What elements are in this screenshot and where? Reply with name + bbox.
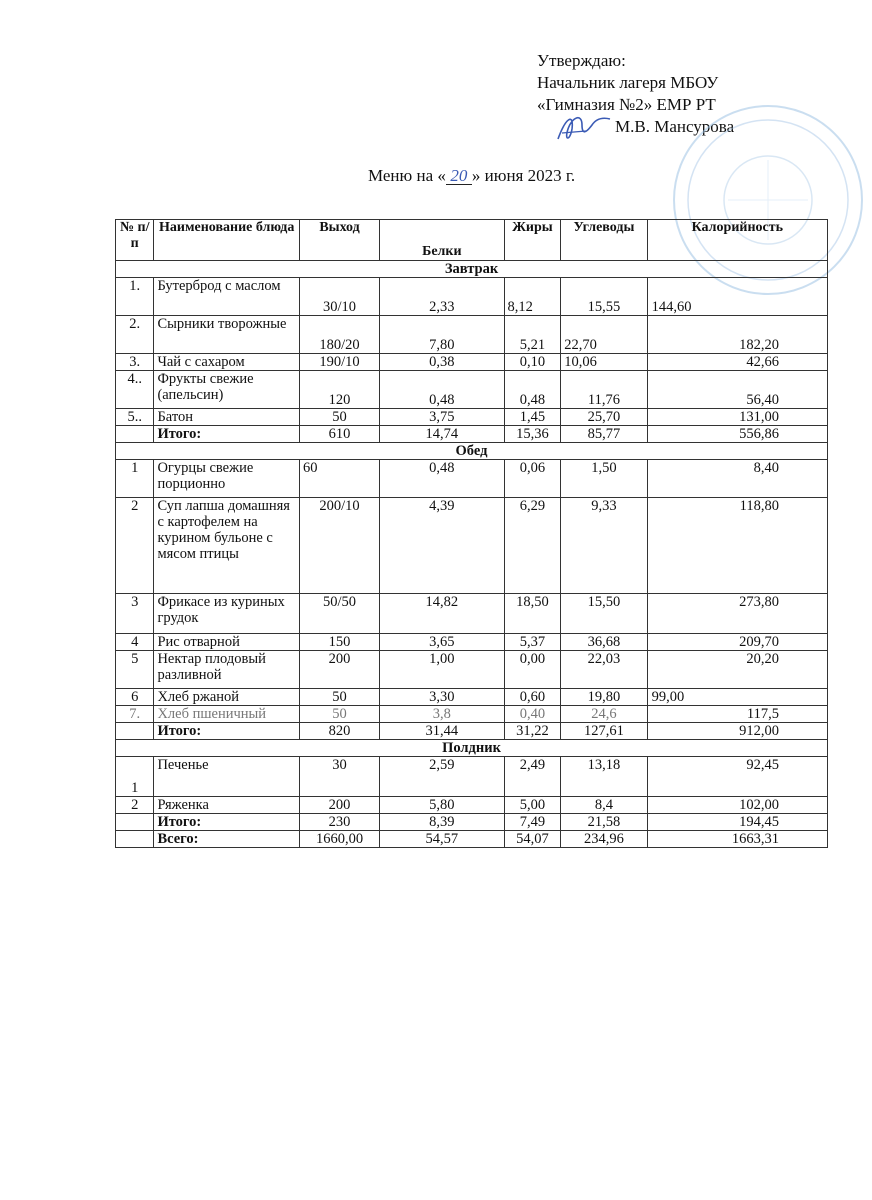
cell-fats: 2,49	[504, 757, 561, 797]
section-title: Обед	[116, 443, 828, 460]
header-proteins: Белки	[380, 220, 504, 261]
header-name: Наименование блюда	[154, 220, 300, 261]
cell-proteins: 3,8	[380, 706, 504, 723]
cell-output: 180/20	[299, 316, 379, 354]
approval-signer-name: М.В. Мансурова	[615, 117, 735, 136]
cell-calories: 912,00	[647, 723, 827, 740]
cell-fats: 1,45	[504, 409, 561, 426]
cell-num-empty	[116, 723, 154, 740]
table-row	[116, 278, 828, 316]
cell-calories: 20,20	[647, 651, 827, 689]
cell-fats: 7,49	[504, 814, 561, 831]
cell-num: 1	[116, 757, 154, 797]
cell-carbs: 24,6	[561, 706, 647, 723]
cell-name: Фрикасе из куриных грудок	[154, 594, 300, 634]
signature-icon	[552, 107, 612, 147]
cell-name: Рис отварной	[154, 634, 300, 651]
cell-grand-total-label: Всего:	[154, 831, 300, 848]
table-row	[116, 757, 828, 797]
cell-num-empty	[116, 814, 154, 831]
section-breakfast	[116, 261, 828, 278]
cell-output: 30	[299, 757, 379, 797]
cell-carbs: 15,55	[561, 278, 647, 316]
cell-calories: 273,80	[647, 594, 827, 634]
cell-proteins: 5,80	[380, 797, 504, 814]
cell-fats: 15,36	[504, 426, 561, 443]
cell-proteins: 1,00	[380, 651, 504, 689]
cell-output: 610	[299, 426, 379, 443]
table-row	[116, 498, 828, 594]
cell-carbs: 234,96	[561, 831, 647, 848]
cell-num: 3	[116, 594, 154, 634]
cell-fats: 31,22	[504, 723, 561, 740]
cell-fats: 0,06	[504, 460, 561, 498]
table-row	[116, 316, 828, 354]
header-carbs: Углеводы	[561, 220, 647, 261]
cell-proteins: 3,30	[380, 689, 504, 706]
grand-total-row	[116, 831, 828, 848]
cell-carbs: 8,4	[561, 797, 647, 814]
cell-proteins: 0,38	[380, 354, 504, 371]
cell-calories: 118,80	[647, 498, 827, 594]
cell-proteins: 54,57	[380, 831, 504, 848]
cell-output: 30/10	[299, 278, 379, 316]
table-row	[116, 797, 828, 814]
cell-proteins: 31,44	[380, 723, 504, 740]
cell-output: 120	[299, 371, 379, 409]
cell-output: 200/10	[299, 498, 379, 594]
header-output: Выход	[299, 220, 379, 261]
approval-heading: Утверждаю:	[537, 51, 626, 70]
cell-proteins: 7,80	[380, 316, 504, 354]
cell-fats: 0,60	[504, 689, 561, 706]
section-lunch	[116, 443, 828, 460]
cell-carbs: 22,70	[561, 316, 647, 354]
cell-name: Батон	[154, 409, 300, 426]
cell-fats: 0,48	[504, 371, 561, 409]
table-row	[116, 371, 828, 409]
cell-fats: 0,00	[504, 651, 561, 689]
section-title: Полдник	[116, 740, 828, 757]
cell-proteins: 2,59	[380, 757, 504, 797]
cell-name: Печенье	[154, 757, 300, 797]
cell-carbs: 9,33	[561, 498, 647, 594]
cell-calories: 182,20	[647, 316, 827, 354]
cell-proteins: 0,48	[380, 460, 504, 498]
cell-num: 1.	[116, 278, 154, 316]
cell-num: 2	[116, 797, 154, 814]
cell-proteins: 8,39	[380, 814, 504, 831]
cell-fats: 5,37	[504, 634, 561, 651]
cell-fats: 0,10	[504, 354, 561, 371]
menu-title-prefix: Меню на «	[368, 166, 446, 185]
cell-output: 200	[299, 797, 379, 814]
cell-proteins: 3,65	[380, 634, 504, 651]
cell-name: Хлеб пшеничный	[154, 706, 300, 723]
cell-total-label: Итого:	[154, 814, 300, 831]
cell-proteins: 3,75	[380, 409, 504, 426]
cell-calories: 56,40	[647, 371, 827, 409]
cell-carbs: 10,06	[561, 354, 647, 371]
cell-num: 2.	[116, 316, 154, 354]
cell-name: Чай с сахаром	[154, 354, 300, 371]
cell-num: 6	[116, 689, 154, 706]
total-row	[116, 814, 828, 831]
cell-calories: 194,45	[647, 814, 827, 831]
table-row	[116, 354, 828, 371]
cell-carbs: 1,50	[561, 460, 647, 498]
cell-num: 3.	[116, 354, 154, 371]
header-calories: Калорийность	[647, 220, 827, 261]
cell-name: Сырники творожные	[154, 316, 300, 354]
cell-output: 50/50	[299, 594, 379, 634]
cell-output: 60	[299, 460, 379, 498]
cell-output: 1660,00	[299, 831, 379, 848]
cell-total-label: Итого:	[154, 723, 300, 740]
menu-title-day: 20	[446, 168, 472, 185]
menu-table	[115, 219, 828, 848]
cell-name: Хлеб ржаной	[154, 689, 300, 706]
cell-calories: 8,40	[647, 460, 827, 498]
cell-carbs: 15,50	[561, 594, 647, 634]
cell-fats: 6,29	[504, 498, 561, 594]
table-row	[116, 689, 828, 706]
cell-calories: 92,45	[647, 757, 827, 797]
cell-name: Ряженка	[154, 797, 300, 814]
approval-organization: «Гимназия №2» ЕМР РТ	[537, 95, 716, 114]
cell-proteins: 4,39	[380, 498, 504, 594]
cell-output: 50	[299, 706, 379, 723]
cell-calories: 1663,31	[647, 831, 827, 848]
cell-output: 50	[299, 689, 379, 706]
cell-num: 4..	[116, 371, 154, 409]
cell-num-empty	[116, 426, 154, 443]
cell-output: 820	[299, 723, 379, 740]
cell-name: Огурцы свежие порционно	[154, 460, 300, 498]
cell-num: 5	[116, 651, 154, 689]
cell-output: 230	[299, 814, 379, 831]
table-row	[116, 706, 828, 723]
cell-calories: 99,00	[647, 689, 827, 706]
cell-output: 200	[299, 651, 379, 689]
total-row	[116, 723, 828, 740]
cell-name: Бутерброд с маслом	[154, 278, 300, 316]
cell-output: 50	[299, 409, 379, 426]
cell-carbs: 36,68	[561, 634, 647, 651]
approval-position: Начальник лагеря МБОУ	[537, 73, 719, 92]
table-row	[116, 634, 828, 651]
cell-fats: 5,21	[504, 316, 561, 354]
cell-carbs: 22,03	[561, 651, 647, 689]
header-num: № п/п	[116, 220, 154, 261]
cell-fats: 8,12	[504, 278, 561, 316]
cell-carbs: 85,77	[561, 426, 647, 443]
section-snack	[116, 740, 828, 757]
menu-title-suffix: » июня 2023 г.	[471, 166, 576, 185]
menu-title	[368, 166, 575, 186]
cell-num: 1	[116, 460, 154, 498]
cell-num-empty	[116, 831, 154, 848]
cell-name: Нектар плодовый разливной	[154, 651, 300, 689]
cell-proteins: 0,48	[380, 371, 504, 409]
cell-carbs: 11,76	[561, 371, 647, 409]
cell-num: 5..	[116, 409, 154, 426]
cell-num: 4	[116, 634, 154, 651]
cell-proteins: 14,74	[380, 426, 504, 443]
cell-proteins: 2,33	[380, 278, 504, 316]
cell-name: Суп лапша домашняя с картофелем на курином бульоне с мясом птицы	[154, 498, 300, 594]
table-row	[116, 594, 828, 634]
table-header-row	[116, 220, 828, 261]
cell-output: 190/10	[299, 354, 379, 371]
cell-calories: 556,86	[647, 426, 827, 443]
cell-carbs: 13,18	[561, 757, 647, 797]
cell-num: 2	[116, 498, 154, 594]
cell-fats: 18,50	[504, 594, 561, 634]
table-row	[116, 460, 828, 498]
cell-calories: 144,60	[647, 278, 827, 316]
cell-fats: 54,07	[504, 831, 561, 848]
cell-proteins: 14,82	[380, 594, 504, 634]
cell-output: 150	[299, 634, 379, 651]
cell-num: 7.	[116, 706, 154, 723]
header-fats: Жиры	[504, 220, 561, 261]
cell-calories: 102,00	[647, 797, 827, 814]
table-row	[116, 409, 828, 426]
cell-name: Фрукты свежие (апельсин)	[154, 371, 300, 409]
cell-carbs: 19,80	[561, 689, 647, 706]
cell-carbs: 21,58	[561, 814, 647, 831]
cell-fats: 5,00	[504, 797, 561, 814]
table-row	[116, 651, 828, 689]
cell-carbs: 25,70	[561, 409, 647, 426]
cell-calories: 117,5	[647, 706, 827, 723]
cell-fats: 0,40	[504, 706, 561, 723]
cell-calories: 131,00	[647, 409, 827, 426]
cell-total-label: Итого:	[154, 426, 300, 443]
cell-calories: 42,66	[647, 354, 827, 371]
cell-carbs: 127,61	[561, 723, 647, 740]
total-row	[116, 426, 828, 443]
cell-calories: 209,70	[647, 634, 827, 651]
section-title: Завтрак	[116, 261, 828, 278]
